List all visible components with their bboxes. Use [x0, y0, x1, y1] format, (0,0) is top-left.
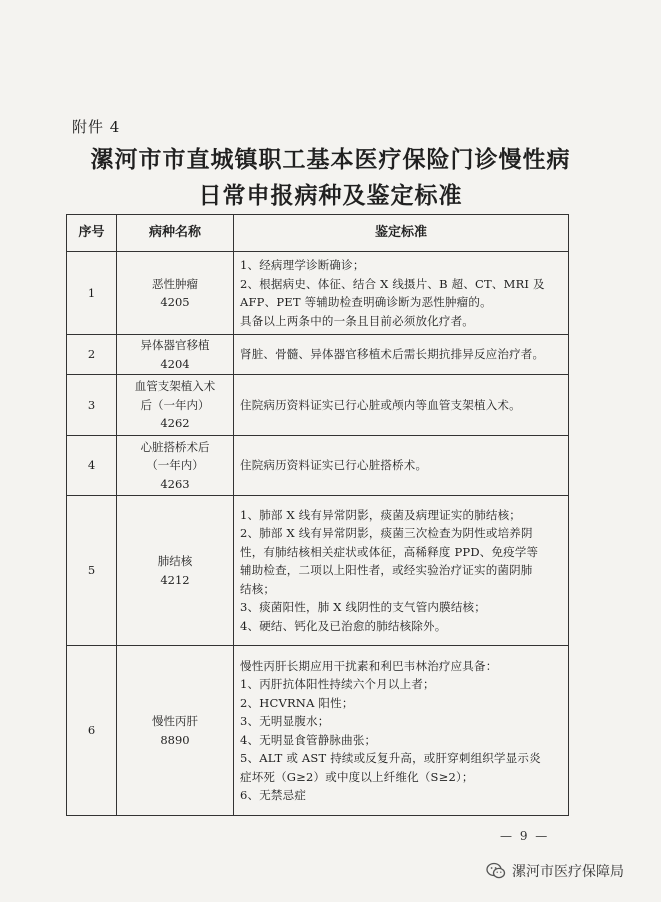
criteria-cell: [234, 335, 569, 375]
criteria-line: 4、硬结、钙化及已治愈的肺结核除外。: [240, 618, 447, 633]
table-row: [67, 335, 569, 375]
table-row: [67, 252, 569, 335]
criteria-line: 症坏死（G≥2）或中度以上纤维化（S≥2）；: [240, 769, 474, 784]
criteria-cell: [234, 496, 569, 646]
criteria-line: 1、丙肝抗体阳性持续六个月以上者；: [240, 677, 435, 691]
disease-code: 4262: [160, 416, 190, 431]
table-row: [67, 375, 569, 436]
criteria-line: 6、无禁忌症: [240, 788, 307, 802]
criteria-line: 住院病历资料证实已行心脏或颅内等血管支架植入术。: [240, 397, 521, 412]
disease-code: 8890: [160, 732, 190, 747]
criteria-line: 肾脏、骨髓、异体器官移植术后需长期抗排异反应治疗者。: [240, 347, 545, 362]
disease-name-line: 心脏搭桥术后: [140, 439, 210, 454]
attachment-label: 附件 4: [72, 118, 121, 136]
document-title-line-1: 漯河市市直城镇职工基本医疗保险门诊慢性病: [90, 146, 571, 173]
disease-code: 4205: [160, 295, 190, 309]
disease-name-line: 后（一年内）: [140, 397, 210, 412]
criteria-line: 辅助检查，二项以上阳性者，或经实验治疗证实的菌阴肺: [240, 563, 533, 578]
column-header-disease: 病种名称: [117, 215, 234, 252]
document-title-line-2: 日常申报病种及鉴定标准: [198, 182, 463, 209]
criteria-cell: [234, 436, 569, 496]
criteria-line: AFP、PET 等辅助检查明确诊断为恶性肿瘤的。: [240, 295, 492, 309]
brand-watermark: [486, 861, 624, 881]
table-row: [67, 436, 569, 496]
disease-name-line: （一年内）: [146, 458, 204, 473]
disease-name-line: 恶性肿瘤: [152, 276, 198, 291]
row-number: 1: [67, 252, 117, 335]
brand-name: 漯河市医疗保障局: [512, 864, 624, 880]
criteria-line: 1、肺部 X 线有异常阴影，痰菌及病理证实的肺结核；: [240, 507, 522, 522]
criteria-line: 3、无明显腹水；: [240, 714, 330, 728]
criteria-line: 结核；: [240, 581, 276, 596]
criteria-cell: [234, 375, 569, 436]
row-number: 6: [67, 646, 117, 816]
table-row: [67, 496, 569, 646]
criteria-line: 3、痰菌阳性，肺 X 线阴性的支气管内膜结核；: [240, 600, 486, 615]
wechat-icon: [486, 862, 506, 880]
criteria-line: 慢性丙肝长期应用干扰素和利巴韦林治疗应具备：: [240, 658, 498, 673]
column-header-criteria: 鉴定标准: [234, 215, 569, 252]
disease-code: 4212: [160, 572, 190, 587]
row-number: 3: [67, 375, 117, 436]
disease-name-line: 异体器官移植: [140, 338, 210, 352]
criteria-line: 2、HCVRNA 阳性；: [240, 695, 354, 710]
disease-name: [117, 375, 234, 436]
criteria-line: 2、肺部 X 线有异常阴影，痰菌三次检查为阴性或培养阴: [240, 526, 533, 541]
criteria-line: 2、根据病史、体征、结合 X 线摄片、B 超、CT、MRI 及: [240, 276, 545, 291]
disease-name-line: 血管支架植入术: [134, 379, 216, 394]
disease-code: 4263: [160, 476, 190, 491]
row-number: 2: [67, 335, 117, 375]
disease-name: [117, 436, 234, 496]
criteria-line: 具备以上两条中的一条且目前必须放化疗者。: [240, 313, 474, 328]
table-row: [67, 646, 569, 816]
row-number: 4: [67, 436, 117, 496]
criteria-cell: [234, 252, 569, 335]
criteria-line: 性，有肺结核相关症状或体征，高稀释度 PPD、免疫学等: [240, 544, 539, 559]
table-header-row: [67, 215, 569, 252]
page-number: — 9 —: [500, 829, 550, 843]
row-number: 5: [67, 496, 117, 646]
disease-code: 4204: [160, 356, 190, 371]
standards-table: [66, 214, 569, 816]
disease-name-line: 慢性丙肝: [152, 714, 198, 728]
criteria-line: 4、无明显食管静脉曲张；: [240, 732, 377, 747]
criteria-cell: [234, 646, 569, 816]
criteria-line: 5、ALT 或 AST 持续或反复升高，或肝穿刺组织学显示炎: [240, 751, 541, 765]
disease-name: [117, 335, 234, 375]
criteria-line: 1、经病理学诊断确诊；: [240, 258, 365, 272]
disease-name: [117, 252, 234, 335]
disease-name-line: 肺结核: [157, 554, 193, 568]
disease-name: [117, 496, 234, 646]
disease-name: [117, 646, 234, 816]
criteria-line: 住院病历资料证实已行心脏搭桥术。: [240, 458, 428, 473]
column-header-no: 序号: [67, 215, 117, 252]
